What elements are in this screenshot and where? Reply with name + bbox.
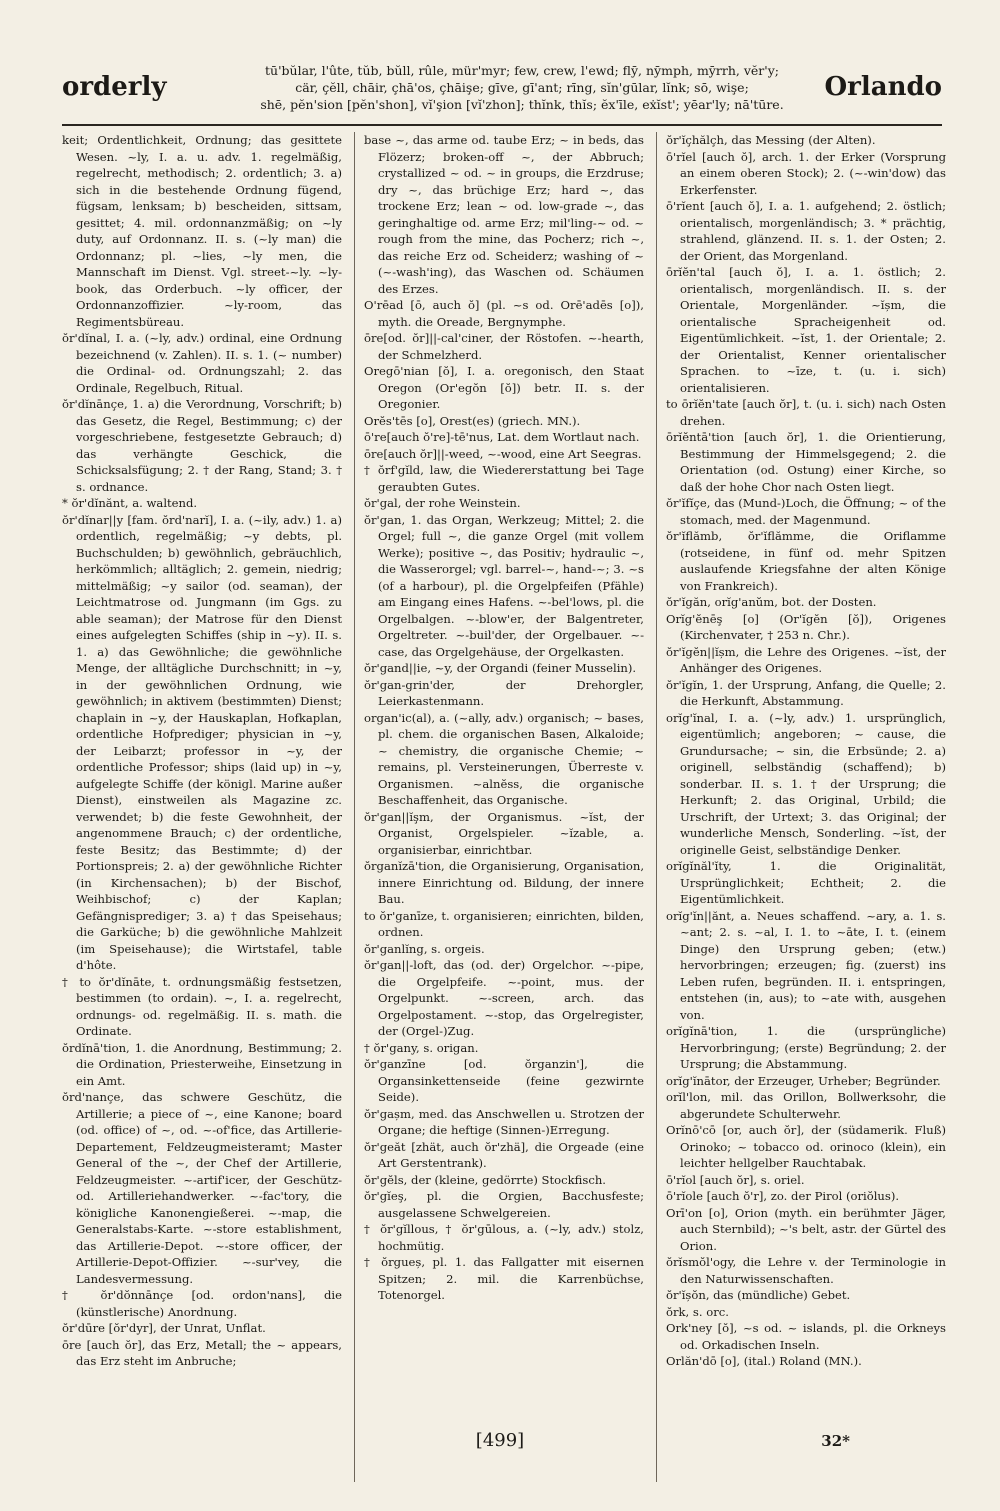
dictionary-entry: keit; Ordentlichkeit, Ordnung; das gesittete Wesen. ~ly, I. a. u. adv. 1. regelmäßig, regelrecht, methodisch; 2. ordentlich; 3. a) sich in die bestehende Ordnung fügend, fügsam, lenksam; b) bescheiden, sittsam, gesittet; 4. mil. ordonnanzmäßig; on ~ly duty, auf Ordonnanz. II. s. (~ly man) die Ordonnanz; pl. ~lies, ~ly men, die Mannschaft im Dienst. Vgl. street-~ly. ~ly-book, das Orderbuch. ~ly officer, der Ordonnanzoffizier. ~ly-room, das Regimentsbüreau.	[62, 133, 342, 329]
dictionary-entry: ŏr'gĭeş, pl. die Orgien, Bacchusfeste; ausgelassene Schwelgereien.	[364, 1189, 644, 1220]
dictionary-entry: ŏrganĭzā'tion, die Organisierung, Organisation, innere Einrichtung od. Bildung, der innere Bau.	[364, 859, 644, 906]
page-header	[62, 62, 942, 118]
dictionary-entry: orĭgĭnā'tion, 1. die (ursprüngliche) Hervorbringung; (erste) Begründung; 2. der Ursprung; die Abstammung.	[666, 1024, 946, 1071]
dictionary-entry: ŏrk, s. orc.	[666, 1304, 729, 1319]
column-right	[666, 132, 946, 1482]
dictionary-entry: † ŏr'dŏnnānçe [od. ordon'nans], die (künstlerische) Anordnung.	[62, 1288, 342, 1319]
dictionary-entry: ŏr'gĕls, der (kleine, gedörrte) Stockfisch.	[364, 1172, 606, 1187]
dictionary-entry: O'rēad [ō, auch ŏ] (pl. ~s od. Orē'adēs [o]), myth. die Oreade, Bergnymphe.	[364, 298, 644, 329]
dictionary-entry: ŏr'gal, der rohe Weinstein.	[364, 496, 521, 510]
dictionary-entry: ŏrdĭnā'tion, 1. die Anordnung, Bestimmung; 2. die Ordination, Priesterweihe, Einsetzung in ein Amt.	[62, 1040, 342, 1088]
dictionary-entry: to ōrĭĕn'tate [auch ŏr], t. (u. i. sich) nach Osten drehen.	[666, 397, 946, 428]
dictionary-entry: ŏr'gan, 1. das Organ, Werkzeug; Mittel; 2. die Orgel; full ~, die ganze Orgel (mit vollem Werke); positive ~, das Positiv; hydraulic ~, die Wasserorgel; vgl. barrel-~, hand-~; 3. ~s (of a harbour), pl. die Orgelpfeifen (Pfähle) am Eingang eines Hafens. ~-bel'lows, pl. die Orgelbalgen. ~-blow'er, der Balgentreter, Orgeltreter. ~-buil'der, der Orgelbauer. ~-case, das Orgelgehäuse, der Orgelkasten.	[364, 512, 644, 659]
dictionary-entry: Orlăn'dō [o], (ital.) Roland (MN.).	[666, 1354, 862, 1368]
left-guide-word: orderly	[62, 72, 167, 102]
dictionary-entry: ŏrĭsmŏl'ogy, die Lehre v. der Terminologie in den Naturwissenschaften.	[666, 1255, 946, 1286]
column-divider	[656, 132, 657, 1482]
dictionary-entry: ōre[auch ŏr]||-weed, ~-wood, eine Art Seegras.	[364, 446, 642, 461]
dictionary-entry: ŏr'dĭnar||y [fam. ŏrd'narĭ], I. a. (~ily, adv.) 1. a) ordentlich, regelmäßig; ~y debts, pl. Buchschulden; b) gewöhnlich, gebräuchlich, herkömmlich; alltäglich; 2. gemein, niedrig; mittelmäßig; ~y sailor (od. seaman), der Leichtmatrose od. Jungmann (im Ggs. zu able seaman); der Matrose für den Dienst eines aufgelegten Schiffes (ship in ~y). II. s. 1. a) das Gewöhnliche; die gewöhnliche Menge, der alltägliche Durchschnitt; in ~y, in der gewöhnlichen Ordnung, wie gewöhnlich; in aktivem (bestimmten) Dienst; chaplain in ~y, der Hauskaplan, Hofkaplan, ordentliche Hofprediger; physician in ~y, der Leibarzt; professor in ~y, der ordentliche Professor; ships (laid up) in ~y, aufgelegte Schiffe (der königl. Marine außer Dienst), einstweilen als Magazine zc. verwendet; b) die feste Gewohnheit, der angenommene Brauch; c) der ordentliche, feste Besitz; das Bestimmte; d) der Portionspreis; 2. a) der gewöhnliche Richter (in Kirchensachen); b) der Bischof, Weihbischof; c) der Kaplan; Gefängnisprediger; 3. a) † das Speisehaus; die Garküche; b) die gewöhnliche Mahlzeit (im Speisehause); die Wirtstafel, table d'hôte.	[62, 512, 342, 972]
dictionary-entry: organ'ic(al), a. (~ally, adv.) organisch; ~ bases, pl. chem. die organischen Basen, Alkaloide; ~ chemistry, die organische Chemie; ~ remains, pl. Versteinerungen, Überreste v. Organismen. ~alnĕss, die organische Beschaffenheit, das Organische.	[364, 710, 644, 807]
dictionary-entry: † ŏr'gany, s. origan.	[364, 1040, 479, 1055]
dictionary-entry: Orĭg'ĕnēş [o] (Or'ĭgĕn [ŏ]), Origenes (Kirchenvater, † 253 n. Chr.).	[666, 611, 946, 642]
dictionary-entry: ŏr'gand||ie, ~y, der Organdi (feiner Musselin).	[364, 661, 637, 675]
dictionary-entry: † ŏrgueș, pl. 1. das Fallgatter mit eisernen Spitzen; 2. mil. die Karrenbüchse, Totenorgel.	[364, 1255, 644, 1302]
column-left	[62, 132, 342, 1482]
dictionary-entry: ōrĭĕntā'tion [auch ŏr], 1. die Orientierung, Bestimmung der Himmelsgegend; 2. die Orientation (od. Ostung) einer Kirche, so daß der hohe Chor nach Osten liegt.	[666, 430, 946, 494]
column-divider	[354, 132, 355, 1482]
dictionary-entry: ŏr'ĭflămb, ŏr'ĭflămme, die Oriflamme (rotseidene, in fünf od. mehr Spitzen auslaufende Kriegsfahne der alten Könige von Frankreich).	[666, 529, 946, 593]
dictionary-entry: Orī'on [o], Orion (myth. ein berühmter Jäger, auch Sternbild); ~'s belt, astr. der Gürtel des Orion.	[666, 1205, 946, 1253]
dictionary-entry: ō'rĭol [auch ŏr], s. oriel.	[666, 1172, 805, 1187]
dictionary-entry: Oregō'nian [ŏ], I. a. oregonisch, den Staat Oregon (Or'egŏn [ŏ]) betr. II. s. der Oregonier.	[364, 364, 644, 411]
page-number: [499]	[475, 1430, 525, 1451]
dictionary-entry: Orĭnō'cō [or, auch ŏr], der (südamerik. Fluß) Orinoko; ~ tobacco od. orinoco (klein), ein leichter hellgelber Rauchtabak.	[666, 1123, 946, 1170]
dictionary-entry: ŏr'ganlĭng, s. orgeis.	[364, 941, 485, 956]
dictionary-entry: orĭg'ĭnal, I. a. (~ly, adv.) 1. ursprünglich, eigentümlich; angeboren; ~ cause, die Grundursache; ~ sin, die Erbsünde; 2. a) originell, selbständig (schaffend); b) sonderbar. II. s. 1. † der Ursprung; die Herkunft; 2. das Original, Urbild; die Urschrift, der Urtext; 3. das Original; der wunderliche Mensch, Sonderling. ~ĭst, der originelle Geist, selbständige Denker.	[666, 710, 946, 857]
dictionary-entry: ō'rĭel [auch ŏ], arch. 1. der Erker (Vorsprung an einem oberen Stock); 2. (~-win'dow) das Erkerfenster.	[666, 149, 946, 197]
dictionary-entry: ŏrd'nançe, das schwere Geschütz, die Artillerie; a piece of ~, eine Kanone; board (od. office) of ~, od. ~-of'fice, das Artillerie-Departement, Feldzeugmeisteramt; Master General of the ~, der Chef der Artillerie, Feldzeugmeister. ~-artif'icer, der Geschütz- od. Artilleriehandwerker. ~-fac'tory, die königliche Kanonengießerei. ~-map, die Generalstabs-Karte. ~-store establishment, das Artillerie-Depot. ~-store officer, der Artillerie-Depot-Offizier. ~-sur'vey, die Landesvermessung.	[62, 1090, 342, 1286]
dictionary-entry: † to ŏr'dĭnāte, t. ordnungsmäßig festsetzen, bestimmen (to ordain). ~, I. a. regelrecht, ordnungs- od. regelmäßig. II. s. math. die Ordinate.	[62, 974, 342, 1038]
pronunciation-line: tū'bŭlar, l'ûte, tŭb, bŭll, rûle, mür'myr; few, crew, l'ewd; flȳ, nȳmph, mȳrrh, vĕr'y;	[265, 63, 779, 78]
pronunciation-line: shē, pĕn'sion [pĕn'shon], vĭ'şion [vĭ'zhon]; thĭnk, thĭs; ĕx'īle, eẋĭst'; yēar'ly; nā'tūre.	[260, 97, 784, 112]
dictionary-entry: ŏr'ganzīne [od. ŏrganzin'], die Organsinkettenseide (feine gezwirnte Seide).	[364, 1057, 644, 1104]
dictionary-entry: ŏr'gan||ĭşm, der Organismus. ~ĭst, der Organist, Orgelspieler. ~ĭzable, a. organisierbar, einrichtbar.	[364, 809, 644, 857]
dictionary-entry: ŏr'gan-grin'der, der Drehorgler, Leierkastenmann.	[364, 677, 644, 708]
pronunciation-line: cär, çĕll, chāir, çhā'os, çhāişe; gīve, gī'ant; rīng, sĭn'gūlar, lĭnk; sō, wişe;	[295, 80, 749, 95]
dictionary-entry: base ~, das arme od. taube Erz; ~ in beds, das Flözerz; broken-off ~, der Abbruch; crystallized ~ od. ~ in groups, die Erzdruse; dry ~, das brüchige Erz; hard ~, das trockene Erz; lean ~ od. low-grade ~, das geringhaltige od. arme Erz; mil'ling-~ od. ~ rough from the mine, das Pocherz; rich ~, das reiche Erz od. Scheiderz; washing of ~ (~-wash'ing), das Waschen od. Schäumen des Erzes.	[364, 133, 644, 296]
dictionary-entry: † ŏr'gĭllous, † ŏr'gūlous, a. (~ly, adv.) stolz, hochmütig.	[364, 1222, 644, 1253]
pronunciation-key	[242, 62, 802, 113]
dictionary-entry: ōrĭĕn'tal [auch ŏ], I. a. 1. östlich; 2. orientalisch, morgenländisch. II. s. der Orientale, Morgenländer. ~ĭșm, die orientalische Spracheigenheit od. Eigentümlichkeit. ~ĭst, 1. der Orientale; 2. der Orientalist, Kenner orientalischer Sprachen. to ~īze, t. (u. i. sich) orientalisieren.	[666, 265, 946, 395]
dictionary-entry: † ŏrf'gĭld, law, die Wiedererstattung bei Tage geraubten Gutes.	[364, 463, 644, 494]
dictionary-entry: ŏr'gan||-loft, das (od. der) Orgelchor. ~-pipe, die Orgelpfeife. ~-point, mus. der Orgelpunkt. ~-screen, arch. das Orgelpostament. ~-stop, das Orgelregister, der (Orgel-)Zug.	[364, 958, 644, 1038]
dictionary-entry: ŏr'dĭnal, I. a. (~ly, adv.) ordinal, eine Ordnung bezeichnend (v. Zahlen). II. s. 1. (~ number) die Ordinal- od. Ordnungszahl; 2. das Ordinale, Regelbuch, Ritual.	[62, 331, 342, 395]
dictionary-entry: ŏr'ĭșŏn, das (mündliche) Gebet.	[666, 1288, 851, 1302]
right-guide-word: Orlando	[824, 72, 942, 102]
dictionary-entry: ōre [auch ŏr], das Erz, Metall; the ~ appears, das Erz steht im Anbruche;	[62, 1337, 342, 1368]
dictionary-entry: ōre[od. ŏr]||-cal'ciner, der Röstofen. ~-hearth, der Schmelzherd.	[364, 331, 644, 362]
dictionary-entry: to ŏr'ganīze, t. organisieren; einrichten, bilden, ordnen.	[364, 908, 644, 939]
header-rule	[62, 124, 942, 126]
dictionary-entry: * ŏr'dĭnănt, a. waltend.	[62, 496, 198, 510]
signature-mark: 32*	[821, 1432, 850, 1450]
dictionary-entry: ŏr'dūre [ŏr'dyr], der Unrat, Unflat.	[62, 1321, 266, 1335]
dictionary-entry: Orĕs'tēs [o], Orest(es) (griech. MN.).	[364, 413, 581, 428]
column-middle	[364, 132, 644, 1482]
dictionary-entry: ŏr'ĭgĭn, 1. der Ursprung, Anfang, die Quelle; 2. die Herkunft, Abstammung.	[666, 677, 946, 708]
dictionary-entry: ŏr'ĭçhălçh, das Messing (der Alten).	[666, 133, 876, 147]
dictionary-entry: orĭg'ĭn||ănt, a. Neues schaffend. ~ary, a. 1. s. ~ant; 2. s. ~al, I. 1. to ~āte, I. t. (einem Dinge) den Ursprung geben; (etw.) hervorbringen; erzeugen; fig. (zuerst) ins Leben rufen, begründen. II. i. entspringen, entstehen (in, aus); to ~ate with, ausgehen von.	[666, 908, 946, 1022]
dictionary-entry: orĭl'lon, mil. das Orillon, Bollwerksohr, die abgerundete Schulterwehr.	[666, 1090, 946, 1121]
dictionary-entry: ŏr'dĭnānçe, 1. a) die Verordnung, Vorschrift; b) das Gesetz, die Regel, Bestimmung; c) der vorgeschriebene, festgesetzte Gebrauch; d) das verhängte Geschick, die Schicksalsfügung; 2. † der Rang, Stand; 3. † s. ordnance.	[62, 397, 342, 494]
dictionary-entry: Ork'ney [ŏ], ~s od. ~ islands, pl. die Orkneys od. Orkadischen Inseln.	[666, 1321, 946, 1352]
dictionary-entry: ŏr'ĭgăn, orĭg'anŭm, bot. der Dosten.	[666, 595, 877, 609]
dictionary-entry: ŏr'gașm, med. das Anschwellen u. Strotzen der Organe; die heftige (Sinnen-)Erregung.	[364, 1106, 644, 1137]
dictionary-entry: ō're[auch ŏ're]-tē'nus, Lat. dem Wortlaut nach.	[364, 430, 640, 444]
dictionary-entry: ŏr'geăt [zhät, auch ŏr'zhä], die Orgeade (eine Art Gerstentrank).	[364, 1139, 644, 1170]
dictionary-entry: orĭg'ĭnātor, der Erzeuger, Urheber; Begründer.	[666, 1073, 941, 1088]
dictionary-entry: ō'rĭole [auch ŏ'r], zo. der Pirol (oriŏlus).	[666, 1189, 900, 1203]
dictionary-entry: orĭgĭnăl'ĭty, 1. die Originalität, Ursprünglichkeit; Echtheit; 2. die Eigentümlichkeit.	[666, 859, 946, 906]
dictionary-entry: ŏr'ĭgĕn||ĭșm, die Lehre des Origenes. ~ĭst, der Anhänger des Origenes.	[666, 644, 946, 675]
text-columns	[62, 132, 946, 1492]
dictionary-entry: ō'rĭent [auch ŏ], I. a. 1. aufgehend; 2. östlich; orientalisch, morgenländisch; 3. * prächtig, strahlend, glänzend. II. s. 1. der Osten; 2. der Orient, das Morgenland.	[666, 199, 946, 263]
dictionary-entry: ŏr'ĭfĭçe, das (Mund-)Loch, die Öffnung; ~ of the stomach, med. der Magenmund.	[666, 496, 946, 527]
